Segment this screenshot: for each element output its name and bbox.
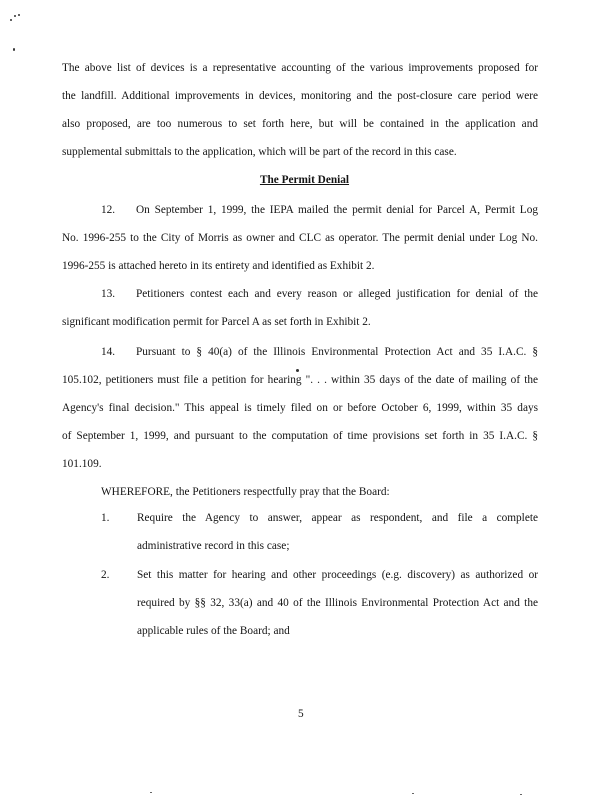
prayer-item-line: administrative record in this case;	[137, 540, 290, 552]
paragraph-line: No. 1996-255 to the City of Morris as owner and CLC as operator. The permit denial under Log No.	[62, 232, 538, 244]
prayer-item-line: Require the Agency to answer, appear as respondent, and file a complete	[137, 512, 538, 524]
paragraph-line: of September 1, 1999, and pursuant to the computation of time provisions set forth in 35 I.A.C. §	[62, 430, 538, 442]
paragraph-line: Agency's final decision." This appeal is timely filed on or before October 6, 1999, within 35 days	[62, 402, 538, 414]
paragraph-line: 101.109.	[62, 458, 102, 470]
scan-speck	[14, 15, 16, 17]
scan-speck	[150, 792, 152, 793]
paragraph-number: 12.	[101, 204, 116, 216]
intro-line: also proposed, are too numerous to set forth here, but will be contained in the application and	[62, 118, 538, 130]
prayer-item-line: Set this matter for hearing and other proceedings (e.g. discovery) as authorized or	[137, 569, 538, 581]
scan-speck	[13, 48, 15, 51]
page-number: 5	[298, 708, 304, 720]
scan-speck	[10, 19, 12, 21]
prayer-item-number: 2.	[101, 569, 110, 581]
intro-line: the landfill. Additional improvements in devices, monitoring and the post-closure care period were	[62, 90, 538, 102]
prayer-item-line: applicable rules of the Board; and	[137, 625, 290, 637]
paragraph-number: 14.	[101, 346, 116, 358]
scan-speck	[18, 14, 20, 16]
wherefore-text: , the Petitioners respectfully pray that the Board:	[170, 486, 390, 498]
prayer-item-number: 1.	[101, 512, 110, 524]
paragraph-line: 1996-255 is attached hereto in its entirety and identified as Exhibit 2.	[62, 260, 375, 272]
paragraph-line: On September 1, 1999, the IEPA mailed the permit denial for Parcel A, Permit Log	[136, 204, 538, 216]
scan-speck	[412, 793, 414, 794]
intro-line: The above list of devices is a representative accounting of the various improvements proposed for	[62, 62, 538, 74]
wherefore-lead: WHEREFORE	[101, 486, 171, 498]
section-heading: The Permit Denial	[259, 174, 350, 186]
paragraph-line: significant modification permit for Parcel A as set forth in Exhibit 2.	[62, 316, 371, 328]
intro-line: supplemental submittals to the application, which will be part of the record in this case.	[62, 146, 457, 158]
scan-speck	[520, 794, 522, 795]
wherefore-clause	[101, 487, 390, 498]
paragraph-line: Pursuant to § 40(a) of the Illinois Environmental Protection Act and 35 I.A.C. §	[136, 346, 538, 358]
scan-speck	[296, 369, 299, 372]
paragraph-line: 105.102, petitioners must file a petition for hearing ". . . within 35 days of the date of mailing of the	[62, 374, 538, 386]
paragraph-number: 13.	[101, 288, 116, 300]
paragraph-line: Petitioners contest each and every reason or alleged justification for denial of the	[136, 288, 538, 300]
prayer-item-line: required by §§ 32, 33(a) and 40 of the Illinois Environmental Protection Act and the	[137, 597, 538, 609]
